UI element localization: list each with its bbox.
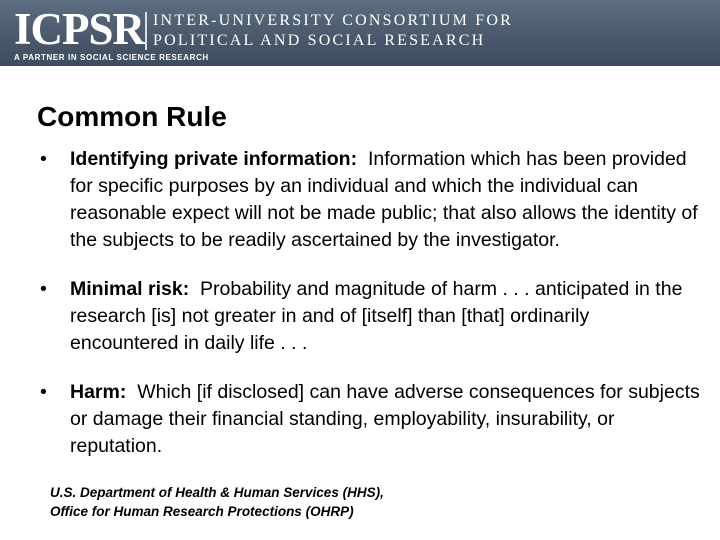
- bullet-text: Information which has been provided for specific purposes by an individual and which the individual can reasonable expect will not be made public; that also allows the identity of the subjects to be readily ascertained by the investigator.: [70, 148, 698, 251]
- source-citation: [50, 483, 384, 521]
- bullet-list: [40, 146, 700, 460]
- slide-title: Common Rule: [37, 101, 227, 132]
- citation-line-1: U.S. Department of Health & Human Services (HHS),: [50, 485, 384, 500]
- organization-name: [153, 11, 513, 51]
- org-name-line-1: INTER-UNIVERSITY CONSORTIUM FOR: [153, 12, 513, 29]
- bullet-text: Probability and magnitude of harm . . . anticipated in the research [is] not greater in and of [itself] than [that] ordinarily encountered in daily life . . .: [70, 278, 683, 354]
- bullet-icon: •: [40, 278, 47, 300]
- bullet-icon: •: [40, 381, 47, 403]
- logo-divider: [145, 12, 147, 50]
- bullet-term: Harm:: [70, 381, 127, 403]
- citation-line-2: Office for Human Research Protections (OHRP): [50, 504, 354, 519]
- bullet-harm: [40, 379, 700, 460]
- bullet-term: Minimal risk:: [70, 278, 190, 300]
- tagline: A PARTNER IN SOCIAL SCIENCE RESEARCH: [14, 53, 209, 62]
- bullet-minimal-risk: [40, 276, 700, 357]
- icpsr-logo: ICPSR: [14, 4, 145, 54]
- org-name-line-2: POLITICAL AND SOCIAL RESEARCH: [153, 32, 486, 49]
- bullet-icon: •: [40, 148, 47, 170]
- bullet-text: Which [if disclosed] can have adverse consequences for subjects or damage their financial standing, employability, insurability, or reputation.: [70, 381, 700, 457]
- bullet-term: Identifying private information:: [70, 148, 358, 170]
- header-banner: [0, 0, 720, 66]
- bullet-identifying-private-information: [40, 146, 700, 254]
